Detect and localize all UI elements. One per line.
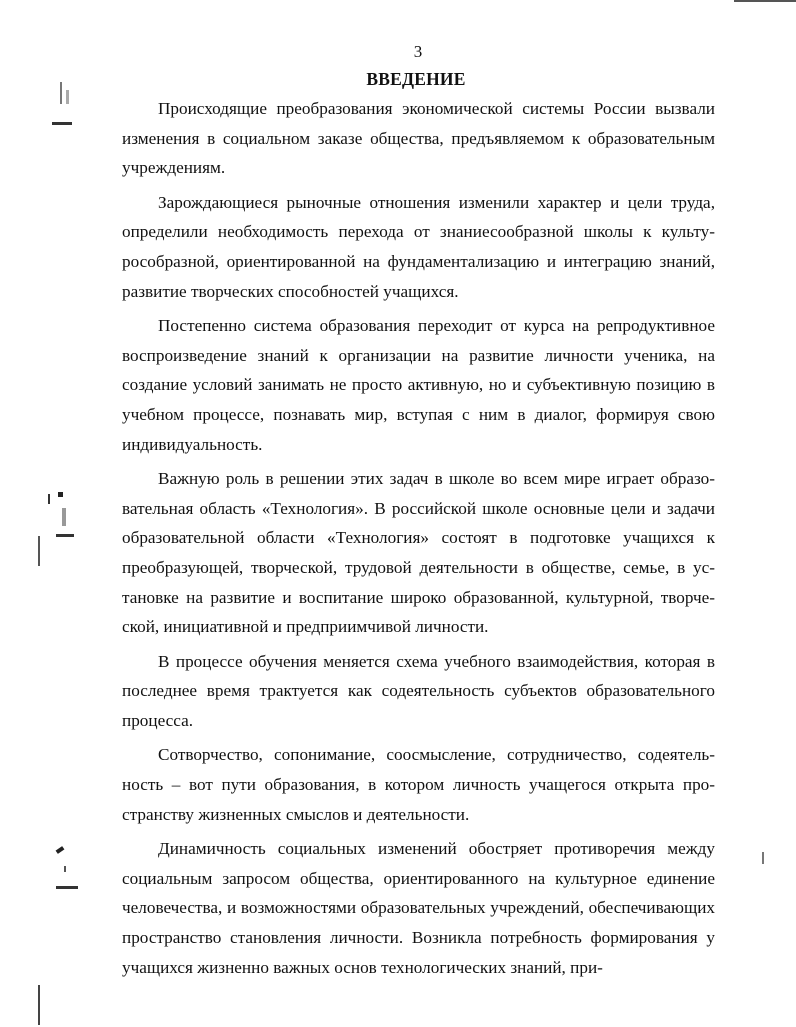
scan-artifact — [38, 536, 40, 566]
paragraph: В процессе обучения меняется схема учебного взаимодействия, которая в последнее время трактуется как содеятельность субъектов образовательного процесса. — [122, 651, 715, 730]
paragraph: Постепенно система образования переходит от курса на репродуктивное воспроизведение знаний к организации на развитие личности ученика, на создание условий занимать не просто активную, но и субъективную позицию в учебном процессе, познавать мир, вступая с ним в диалог, формируя свою индивидуальность. — [122, 316, 715, 454]
scan-artifact — [56, 846, 65, 854]
scan-artifact — [38, 985, 40, 1025]
scan-artifact — [62, 508, 66, 526]
scan-artifact — [66, 90, 69, 104]
paragraph: Зарождающиеся рыночные отношения изменили характер и цели труда, определили необходимость перехода от знаниесообразной школы к культурособразной, ориентированной на фундаментализацию и интеграцию знаний, развитие творческих способностей учащихся. — [122, 192, 715, 301]
paragraph: Происходящие преобразования экономической системы России вызвали изменения в социальном заказе общества, предъявляемом к образовательным учреждениям. — [122, 99, 715, 178]
scan-artifact — [58, 492, 63, 497]
scan-artifact — [56, 534, 74, 537]
body-text — [122, 94, 715, 987]
scan-artifact — [64, 866, 66, 872]
paragraph: Сотворчество, сопонимание, соосмысление, сотрудничество, содеятельность – вот пути образования, в котором личность учащегося открыта пространству жизненных смыслов и деятельности. — [122, 745, 715, 824]
paragraph: Важную роль в решении этих задач в школе во всем мире играет образовательная область «Технология». В российской школе основные цели и задачи образовательной области «Технология» состоят в подготовке учащихся к преобразующей, творческой, трудовой деятельности в обществе, семье, в установке на развитие и воспитание широко образованной, культурной, творческой, инициативной и предприимчивой личности. — [122, 469, 715, 637]
paragraph: Динамичность социальных изменений обостряет противоречия между социальным запросом общества, ориентированного на культурное единение человечества, и возможностями образовательных учреждений, обеспечивающих пространство становления личности. Возникла потребность формирования у учащихся жизненно важных основ технологических знаний, при- — [122, 839, 715, 977]
scan-artifact — [48, 494, 50, 504]
page-number: 3 — [413, 42, 423, 61]
page-title: ВВЕДЕНИЕ — [366, 69, 466, 89]
scan-artifact — [56, 886, 78, 889]
scan-artifact — [762, 852, 764, 864]
scan-artifact — [734, 0, 796, 2]
scan-artifact — [52, 122, 72, 125]
